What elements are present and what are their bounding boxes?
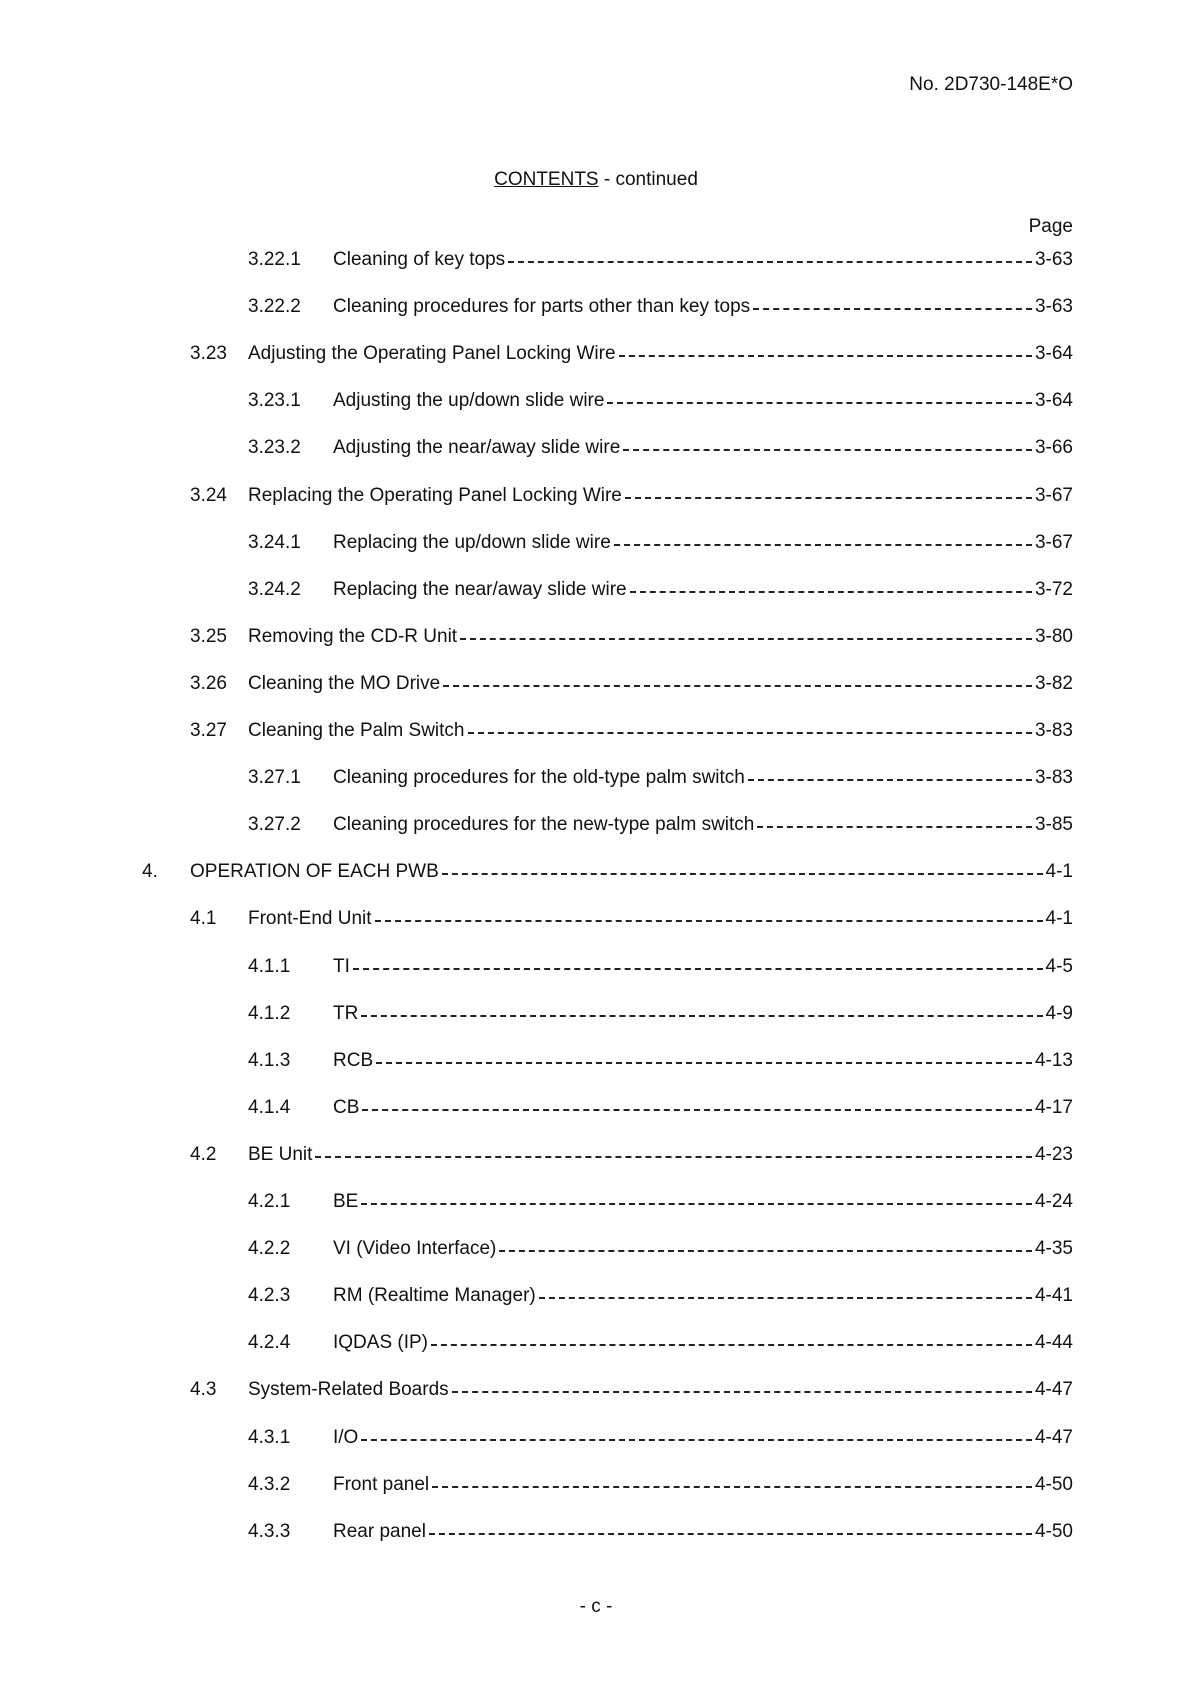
toc-dot-leader: [361, 1015, 1042, 1017]
toc-entry-number: 3.26: [190, 673, 227, 694]
toc-dot-leader: [315, 1156, 1032, 1158]
toc-entry-title: IQDAS (IP): [333, 1332, 429, 1353]
toc-entry: [333, 436, 1073, 460]
toc-dot-leader: [460, 638, 1032, 640]
toc-entry: [248, 907, 1073, 931]
toc-dot-leader: [431, 1344, 1032, 1346]
toc-entry-number: 3.22.2: [248, 296, 301, 317]
toc-entry-title: BE: [333, 1191, 359, 1212]
toc-entry-title: OPERATION OF EACH PWB: [190, 861, 439, 882]
toc-entry: [248, 1143, 1073, 1167]
toc-entry-number: 3.24.1: [248, 532, 301, 553]
toc-entry-title: Front panel: [333, 1474, 430, 1495]
toc-entry-page: 4-23: [1034, 1144, 1073, 1165]
toc-entry-title: Rear panel: [333, 1521, 426, 1542]
toc-entry-number: 3.24: [190, 485, 227, 506]
toc-entry-number: 4.1.4: [248, 1097, 291, 1118]
toc-entry-number: 3.27.2: [248, 814, 301, 835]
toc-entry-title: Cleaning the MO Drive: [248, 673, 441, 694]
toc-entry: [333, 1190, 1073, 1214]
toc-entry-page: 3-83: [1034, 767, 1073, 788]
toc-entry-page: 4-5: [1045, 956, 1073, 977]
toc-entry-number: 3.27.1: [248, 767, 301, 788]
toc-entry-page: 4-13: [1034, 1050, 1073, 1071]
toc-entry-number: 4.2.3: [248, 1285, 291, 1306]
toc-entry: [333, 766, 1073, 790]
toc-entry-title: RCB: [333, 1050, 374, 1071]
toc-entry-title: Cleaning of key tops: [333, 249, 506, 270]
toc-dot-leader: [361, 1203, 1032, 1205]
toc-entry: [333, 1284, 1073, 1308]
toc-entry-title: Adjusting the up/down slide wire: [333, 390, 605, 411]
toc-dot-leader: [625, 497, 1032, 499]
toc-entry-page: 4-50: [1034, 1521, 1073, 1542]
toc-entry-title: Front-End Unit: [248, 908, 372, 929]
toc-entry: [190, 860, 1073, 884]
toc-dot-leader: [375, 920, 1043, 922]
toc-entry: [333, 389, 1073, 413]
toc-entry: [248, 719, 1073, 743]
toc-entry-page: 3-63: [1034, 296, 1073, 317]
toc-entry-number: 4.3.3: [248, 1521, 291, 1542]
document-number: No. 2D730-148E*O: [909, 74, 1073, 95]
toc-dot-leader: [442, 873, 1043, 875]
toc-dot-leader: [429, 1533, 1032, 1535]
page-footer-marker: - c -: [579, 1596, 613, 1617]
toc-entry-title: Replacing the Operating Panel Locking Wire: [248, 485, 622, 506]
page-column-label: Page: [1028, 216, 1073, 237]
toc-dot-leader: [468, 732, 1032, 734]
toc-dot-leader: [432, 1486, 1032, 1488]
toc-entry-number: 4.1: [190, 908, 217, 929]
toc-entry-number: 4.1.2: [248, 1003, 291, 1024]
toc-entry-page: 4-47: [1034, 1427, 1073, 1448]
toc-entry-number: 3.25: [190, 626, 227, 647]
toc-entry-page: 4-50: [1034, 1474, 1073, 1495]
toc-entry-title: Replacing the up/down slide wire: [333, 532, 611, 553]
toc-entry-number: 3.27: [190, 720, 227, 741]
toc-entry-page: 4-44: [1034, 1332, 1073, 1353]
toc-entry-number: 4.2.2: [248, 1238, 291, 1259]
toc-entry-page: 3-66: [1034, 437, 1073, 458]
toc-entry-page: 3-67: [1034, 532, 1073, 553]
toc-entry: [248, 484, 1073, 508]
toc-entry-page: 4-1: [1045, 861, 1073, 882]
toc-entry-page: 4-47: [1034, 1379, 1073, 1400]
toc-entry-number: 4.: [142, 861, 158, 882]
toc-dot-leader: [607, 402, 1032, 404]
toc-entry-title: Cleaning procedures for the new-type palm switch: [333, 814, 755, 835]
toc-entry-title: Removing the CD-R Unit: [248, 626, 458, 647]
toc-entry-title: BE Unit: [248, 1144, 313, 1165]
toc-dot-leader: [619, 355, 1032, 357]
toc-entry-title: TI: [333, 956, 350, 977]
toc-entry-page: 3-83: [1034, 720, 1073, 741]
toc-entry-page: 3-85: [1034, 814, 1073, 835]
toc-entry: [333, 295, 1073, 319]
toc-dot-leader: [753, 308, 1032, 310]
toc-dot-leader: [757, 826, 1032, 828]
toc-entry: [333, 1237, 1073, 1261]
toc-entry: [333, 1096, 1073, 1120]
toc-entry-page: 4-35: [1034, 1238, 1073, 1259]
toc-entry-title: Cleaning the Palm Switch: [248, 720, 465, 741]
contents-heading: [0, 169, 1192, 191]
toc-entry: [333, 955, 1073, 979]
toc-entry: [333, 813, 1073, 837]
toc-entry: [248, 625, 1073, 649]
toc-entry: [333, 1331, 1073, 1355]
toc-entry-number: 3.24.2: [248, 579, 301, 600]
toc-dot-leader: [630, 591, 1032, 593]
toc-entry-title: VI (Video Interface): [333, 1238, 497, 1259]
toc-entry-number: 4.3.1: [248, 1427, 291, 1448]
toc-entry-number: 4.3: [190, 1379, 217, 1400]
toc-entry-number: 4.2.4: [248, 1332, 291, 1353]
toc-dot-leader: [362, 1109, 1032, 1111]
toc-entry-number: 3.23.1: [248, 390, 301, 411]
toc-entry-page: 3-80: [1034, 626, 1073, 647]
toc-dot-leader: [361, 1439, 1032, 1441]
toc-dot-leader: [353, 968, 1043, 970]
toc-dot-leader: [539, 1297, 1032, 1299]
toc-dot-leader: [508, 261, 1032, 263]
toc-entry-number: 3.23.2: [248, 437, 301, 458]
toc-entry: [333, 578, 1073, 602]
toc-entry-page: 4-1: [1045, 908, 1073, 929]
toc-entry-number: 4.1.1: [248, 956, 291, 977]
toc-entry-title: I/O: [333, 1427, 359, 1448]
toc-entry: [333, 1473, 1073, 1497]
toc-entry-title: TR: [333, 1003, 359, 1024]
toc-entry: [248, 342, 1073, 366]
toc-entry-page: 3-82: [1034, 673, 1073, 694]
toc-entry-page: 4-24: [1034, 1191, 1073, 1212]
toc-entry-title: Adjusting the Operating Panel Locking Wire: [248, 343, 616, 364]
toc-entry-number: 4.2: [190, 1144, 217, 1165]
toc-dot-leader: [443, 685, 1032, 687]
toc-entry-number: 3.23: [190, 343, 227, 364]
toc-entry-number: 4.1.3: [248, 1050, 291, 1071]
toc-entry-title: Cleaning procedures for the old-type palm switch: [333, 767, 745, 788]
contents-title: CONTENTS: [494, 169, 599, 190]
toc-entry-title: RM (Realtime Manager): [333, 1285, 536, 1306]
toc-entry-title: Cleaning procedures for parts other than key tops: [333, 296, 751, 317]
toc-entry-page: 4-17: [1034, 1097, 1073, 1118]
toc-entry: [333, 1520, 1073, 1544]
toc-entry-page: 3-64: [1034, 390, 1073, 411]
toc-dot-leader: [614, 544, 1032, 546]
toc-entry-number: 3.22.1: [248, 249, 301, 270]
toc-dot-leader: [499, 1250, 1032, 1252]
toc-entry: [248, 672, 1073, 696]
toc-entry-page: 4-9: [1045, 1003, 1073, 1024]
toc-entry-page: 3-72: [1034, 579, 1073, 600]
toc-dot-leader: [623, 449, 1032, 451]
toc-entry: [333, 531, 1073, 555]
toc-entry-page: 3-64: [1034, 343, 1073, 364]
toc-entry: [333, 248, 1073, 272]
toc-entry: [333, 1002, 1073, 1026]
toc-dot-leader: [748, 779, 1032, 781]
toc-dot-leader: [452, 1391, 1032, 1393]
toc-entry-page: 4-41: [1034, 1285, 1073, 1306]
toc-dot-leader: [376, 1062, 1032, 1064]
toc-entry-title: System-Related Boards: [248, 1379, 449, 1400]
toc-entry-title: CB: [333, 1097, 360, 1118]
toc-entry-page: 3-63: [1034, 249, 1073, 270]
toc-entry-title: Replacing the near/away slide wire: [333, 579, 627, 600]
toc-entry: [248, 1378, 1073, 1402]
toc-entry-number: 4.2.1: [248, 1191, 291, 1212]
toc-entry: [333, 1426, 1073, 1450]
contents-continued-label: - continued: [598, 169, 698, 190]
toc-entry-title: Adjusting the near/away slide wire: [333, 437, 621, 458]
toc-entry-number: 4.3.2: [248, 1474, 291, 1495]
toc-entry: [333, 1049, 1073, 1073]
toc-entry-page: 3-67: [1034, 485, 1073, 506]
